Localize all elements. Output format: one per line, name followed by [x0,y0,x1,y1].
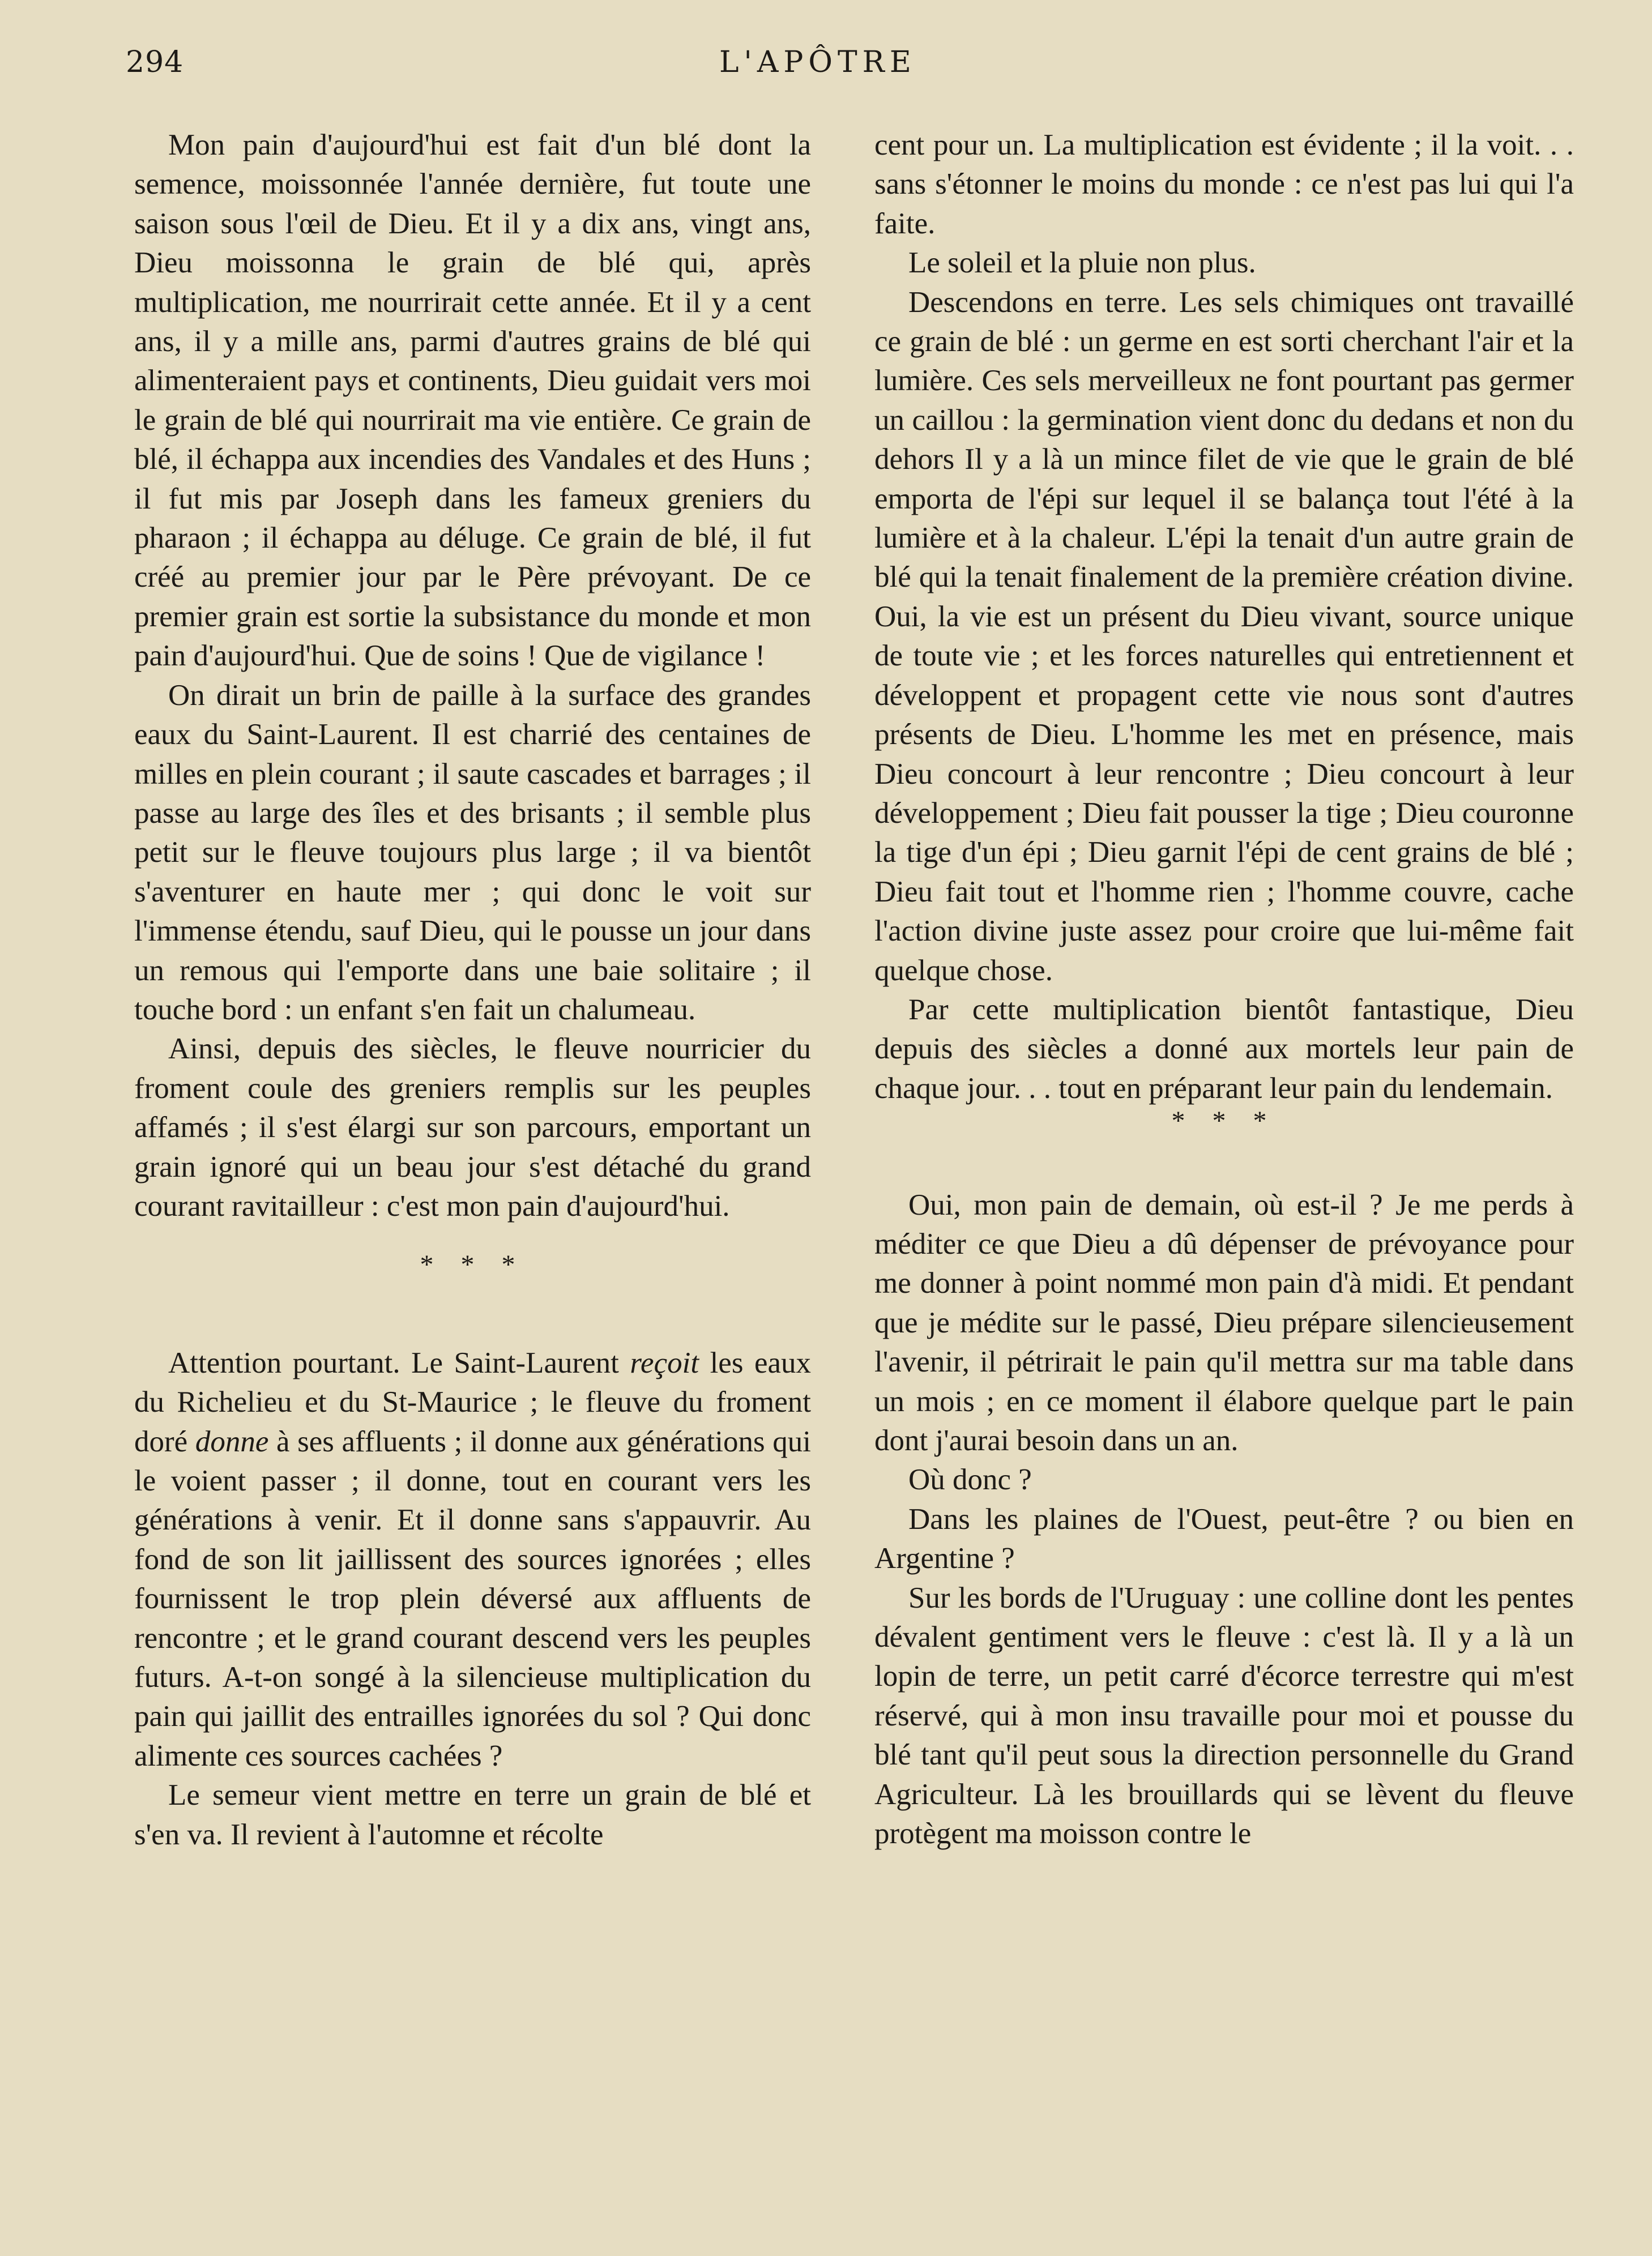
paragraph: Oui, mon pain de demain, où est-il ? Je me perds à méditer ce que Dieu a dû dépenser de prévoyance pour me donner à point nommé mon pain d'à midi. Et pendant que je médite sur le passé, Dieu prépare silencieusement l'avenir, il pétrirait le pain qu'il mettra sur ma table dans un mois ; en ce moment il élabore quelque part le pain dont j'aurai besoin dans un an. [874,1188,1574,1457]
text-run: Attention pourtant. Le Saint-Laurent [168,1346,630,1379]
paragraph: Mon pain d'aujourd'hui est fait d'un blé dont la semence, moissonnée l'année dernière, fut toute une saison sous l'œil de Dieu. Et il y a dix ans, vingt ans, Dieu moissonna le grain de blé qui, après multiplication, me nourrirait cette année. Et il y a cent ans, il y a mille ans, parmi d'autres grains de blé qui alimenteraient pays et continents, Dieu guidait vers moi le grain de blé qui nourrirait ma vie entière. Ce grain de blé, il échappa aux incendies des Vandales et des Huns ; il fut mis par Joseph dans les fameux greniers du pharaon ; il échappa au déluge. Ce grain de blé, il fut créé au premier jour par le Père prévoyant. De ce premier grain est sortie la subsistance du monde et mon pain d'aujourd'hui. Que de soins ! Que de vigilance ! [134,129,811,673]
paragraph [134,1344,811,1776]
paragraph: Descendons en terre. Les sels chimiques ont travaillé ce grain de blé : un germe en est sorti cherchant l'air et la lumière. Ces sels merveilleux ne font pourtant pas germer un caillou : la germination vient donc du dedans et non du dehors Il y a là un mince filet de vie que le grain de blé emporta de l'épi sur lequel il se balança tout l'été à la lumière et à la chaleur. L'épi la tenait d'un autre grain de blé qui la tenait finalement de la première création divine. Oui, la vie est un présent du Dieu vivant, source unique de toute vie ; et les forces naturelles qui entretiennent et développent et propagent cette vie nous sont d'autres présents de Dieu. L'homme les met en présence, mais Dieu concourt à leur rencontre ; Dieu concourt à leur développement ; Dieu fait pousser la tige ; Dieu couronne la tige d'un épi ; Dieu garnit l'épi de cent grains de blé ; Dieu fait tout et l'homme rien ; l'homme couvre, cache l'action divine juste assez pour croire que lui-même fait quelque chose. [874,285,1574,987]
paragraph: Le semeur vient mettre en terre un grain de blé et s'en va. Il revient à l'automne et récolte [134,1779,811,1851]
page-number: 294 [126,45,184,79]
paragraph: On dirait un brin de paille à la surface des grandes eaux du Saint-Laurent. Il est charrié des centaines de milles en plein courant ; il saute cascades et barrages ; il passe au large des îles et des brisants ; il semble plus petit sur le fleuve toujours plus large ; il va bientôt s'aventurer en haute mer ; qui donc le voit sur l'immense étendu, sauf Dieu, qui le pousse un jour dans un remous qui l'emporte dans une baie solitaire ; il touche bord : un enfant s'en fait un chalumeau. [134,678,811,1026]
left-column [134,126,811,1855]
italic-text: reçoit [630,1346,699,1379]
paragraph: cent pour un. La multiplication est évidente ; il la voit. . . sans s'étonner le moins du monde : ce n'est pas lui qui l'a faite. [874,129,1574,240]
paragraph: Le soleil et la pluie non plus. [908,246,1256,280]
text-run: à ses affluents ; il donne aux générations qui le voient passer ; il donne, tout en courant vers les générations à venir. Et il donne sans s'appauvrir. Au fond de son lit jaillissent des sources ignorées ; elles fournissent le trop plein déversé aux affluents de rencontre ; et le grand courant descend vers les peuples futurs. A-t-on songé à la silencieuse multiplication du pain qui jaillit des entrailles ignorées du sol ? Qui donc alimente ces sources cachées ? [134,1425,811,1772]
paragraph: Dans les plaines de l'Ouest, peut-être ? ou bien en Argentine ? [874,1502,1574,1575]
paragraph: Par cette multiplication bientôt fantastique, Dieu depuis des siècles a donné aux mortels leur pain de chaque jour. . . tout en préparant leur pain du lendemain. [874,993,1574,1105]
running-title: L'APÔTRE [719,45,916,79]
paragraph: Où donc ? [908,1463,1032,1497]
text-run: les eaux du Richelieu et du St-Maurice ; le fleuve du froment doré [134,1346,811,1458]
right-column [874,126,1574,1853]
paragraph: Sur les bords de l'Uruguay : une colline dont les pentes dévalent gentiment vers le fleuve : c'est là. Il y a là un lopin de terre, un petit carré d'écorce terrestre qui m'est réservé, qui à mon insu travaille pour moi et pousse du blé tant qu'il peut sous la direction personnelle du Grand Agriculteur. Là les brouillards qui se lèvent du fleuve protègent ma moisson contre le [874,1581,1574,1851]
paragraph: Ainsi, depuis des siècles, le fleuve nourricier du froment coule des greniers remplis sur les peuples affamés ; il s'est élargi sur son parcours, emportant un grain ignoré qui un beau jour s'est détaché du grand courant ravitailleur : c'est mon pain d'aujourd'hui. [134,1032,811,1223]
section-separator: * * * [1171,1106,1277,1136]
section-separator: * * * [420,1250,526,1280]
italic-text: donne [195,1425,269,1458]
